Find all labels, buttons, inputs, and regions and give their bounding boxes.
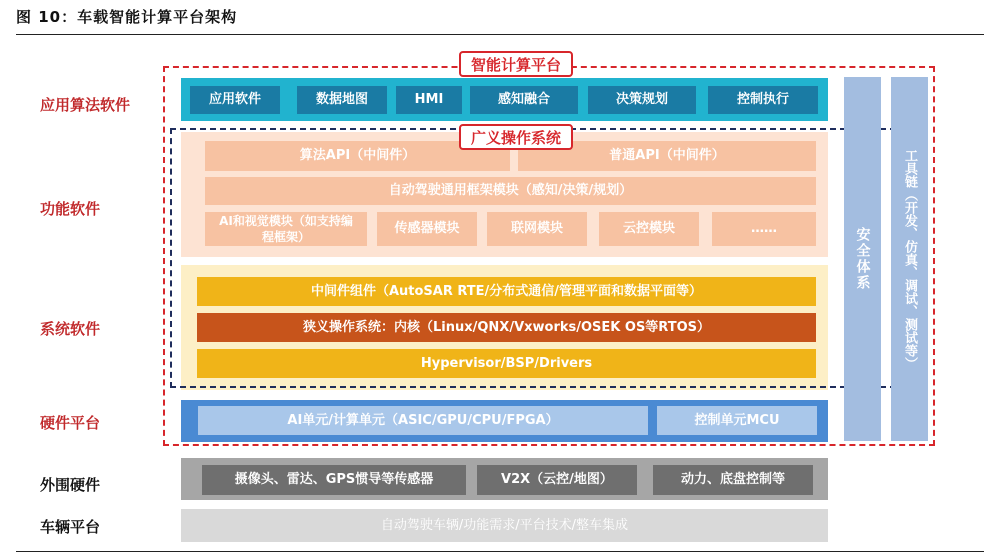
mcu-box: 控制单元MCU [657, 406, 817, 435]
app-item-hmi: HMI [396, 86, 462, 114]
generalized-os-frame [170, 128, 916, 388]
powertrain-chassis-box: 动力、底盘控制等 [653, 465, 813, 495]
figure-title: 图 10：车载智能计算平台架构 [16, 8, 238, 26]
label-app-software: 应用算法软件 [40, 96, 131, 114]
app-item-control-execution: 控制执行 [708, 86, 818, 114]
middleware-components-box: 中间件组件（AutoSAR RTE/分布式通信/管理平面和数据平面等） [197, 277, 816, 306]
security-system-bar: 安全体系 [844, 77, 881, 441]
label-peripheral-hardware: 外围硬件 [40, 476, 101, 494]
app-item-perception-fusion: 感知融合 [470, 86, 578, 114]
v2x-box: V2X（云控/地图） [477, 465, 637, 495]
label-hardware-platform: 硬件平台 [40, 414, 101, 432]
label-vehicle-platform: 车辆平台 [40, 518, 101, 536]
sensors-box: 摄像头、雷达、GPS惯导等传感器 [202, 465, 466, 495]
sensor-module: 传感器模块 [377, 212, 477, 246]
bottom-rule [16, 551, 984, 552]
computing-platform-tag: 智能计算平台 [459, 51, 573, 77]
generalized-os-tag: 广义操作系统 [459, 124, 573, 150]
autodrive-framework-box: 自动驾驶通用框架模块（感知/决策/规划） [205, 177, 816, 205]
app-item-decision-planning: 决策规划 [588, 86, 696, 114]
ai-vision-module: AI和视觉模块（如支持编程框架） [205, 212, 367, 246]
app-item-map-data: 数据地图 [297, 86, 387, 114]
label-function-software: 功能软件 [40, 200, 101, 218]
kernel-os-box: 狭义操作系统：内核（Linux/QNX/Vxworks/OSEK OS等RTOS） [197, 313, 816, 342]
vehicle-platform-band: 自动驾驶车辆/功能需求/平台技术/整车集成 [181, 509, 828, 542]
app-item-application: 应用软件 [190, 86, 280, 114]
hypervisor-drivers-box: Hypervisor/BSP/Drivers [197, 349, 816, 378]
network-module: 联网模块 [487, 212, 587, 246]
top-rule [16, 34, 984, 35]
ai-compute-unit-box: AI单元/计算单元（ASIC/GPU/CPU/FPGA） [198, 406, 648, 435]
general-api-box: 普通API（中间件） [518, 141, 816, 171]
more-modules: …… [712, 212, 816, 246]
label-system-software: 系统软件 [40, 320, 101, 338]
toolchain-bar: 工具链（开发、仿真、调试、测试等） [891, 77, 928, 441]
cloud-control-module: 云控模块 [599, 212, 699, 246]
algorithm-api-box: 算法API（中间件） [205, 141, 510, 171]
